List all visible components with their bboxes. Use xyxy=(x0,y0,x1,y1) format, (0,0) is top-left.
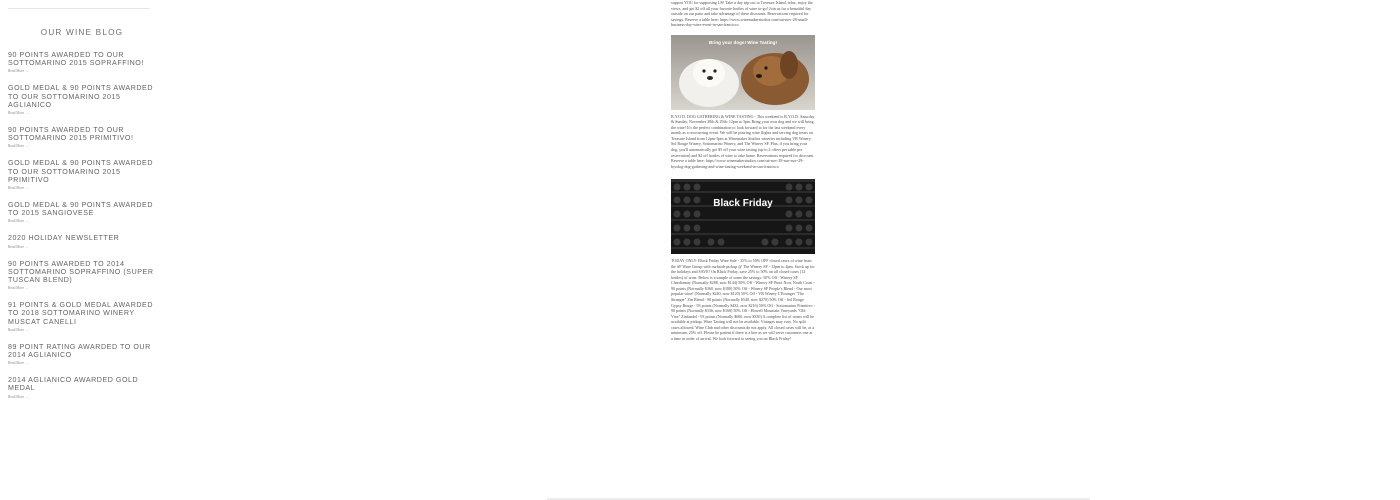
post-item xyxy=(8,376,156,399)
read-more-link[interactable]: Read More → xyxy=(8,144,29,149)
post-paragraph: support YOU for supporting US! Take a day trip out to Treasure Island, relax, enjoy the views, and get $2 off all your favorite bottles of wine to-go! Join us for a beautiful day outside on our patio and take advantage of these discounts. Reservations required for savings. Reserve a table here: https://www.winemakerstudios.com/sat-nov-28-small-business-day-wine-event-in-san-francisco xyxy=(671,0,813,28)
post-title-link[interactable]: 90 POINTS AWARDED TO 2014 SOTTOMARINO SOPRАFFINO (SUPER TUSCAN BLEND) xyxy=(8,259,154,285)
top-divider xyxy=(8,8,150,9)
read-more-link[interactable]: Read More → xyxy=(8,186,29,191)
post-item xyxy=(8,234,156,249)
dog-photo-caption: Bring your dogs! Wine Tasting! xyxy=(708,39,778,45)
blog-sidebar xyxy=(8,28,156,400)
read-more-link[interactable]: Read More → xyxy=(8,111,29,116)
post-title-link[interactable]: 2020 HOLIDAY NEWSLETTER xyxy=(8,234,120,243)
read-more-link[interactable]: Read More → xyxy=(8,327,29,332)
post-item xyxy=(8,51,156,74)
post-item xyxy=(8,201,156,224)
blog-title: OUR WINE BLOG xyxy=(40,28,124,37)
post-title-link[interactable]: 91 POINTS & GOLD MEDAL AWARDED TO 2018 SOTTOMARINO WINERY MUSCAT CANELLI xyxy=(8,301,154,326)
post-item xyxy=(8,343,156,366)
post-title-link[interactable]: 89 POINT RATING AWARDED TO OUR 2014 AGLIANICO xyxy=(8,342,151,360)
post-title-link[interactable]: GOLD MEDAL & 90 POINTS AWARDED TO OUR SOTTOMARINO 2015 PRIMITIVO xyxy=(8,159,154,184)
read-more-link[interactable]: Read More → xyxy=(8,219,29,224)
post-paragraph: TODAY ONLY: Black Friday Wine Sale - 25% to 50% OFF closed cases of wine from the SF Wine Group with curbside pickup @ The Winery SF - 12pm to 4pm. Stock up for the holidays and SAVE! On Black Friday, save 25% to 50% on all closed cases (12 bottles) of wine. Below is a sample of some the savings: 50% Off - Winery SF Chardonnay (Normally $288, now $144) 50% Off - Winery SF Pinot Noir, North Coast - 90 points (Normally $360, now $180) 50% Off - Winery SF People's Blend - Our most popular wine! (Normally $240, now $120) 50% Off - VR Winery L'Etranger "The Stranger" Zin Blend - 90 points (Normally $540, now $270) 50% Off - Sol Rouge Gypsy Rouge - 93 points (Normally $432, now $216) 50% Off - Sottomarino Primitivo - 90 points (Normally $336, now $168) 50% Off - Howell Mountain Vineyards "Old Vine" Zinfandel - 93 points (Normally $660, now $330) A complete list of wines will be available at pickup. Wine Tasting will not be available. Vintages may vary. No split cases allowed. Wine Club and other discounts do not apply. All closed cases will be, at a minimum, 25% off. Please be patient if there is a line as we will serve customers one at a time in order of arrival. We look forward to seeing you on Black Friday! xyxy=(671,258,815,341)
post-title-link[interactable]: GOLD MEDAL & 90 POINTS AWARDED TO 2015 SANGIOVESE xyxy=(8,201,154,218)
read-more-link[interactable]: Read More → xyxy=(8,286,29,291)
post-item xyxy=(8,126,156,149)
post-item xyxy=(8,84,156,116)
read-more-link[interactable]: Read More → xyxy=(8,69,29,74)
dog-photo xyxy=(671,35,815,110)
post-title-link[interactable]: 2014 AGLIANICO AWARDED GOLD MEDAL xyxy=(8,376,139,393)
post-paragraph: B.Y.O.D. DOG GATHERING & WINE TASTING - This weekend is B.Y.O.D. Saturday & Sunday, November 28th & 29th: 12pm to 5pm Bring your own dog and we will bring the wine! It's the perfect combination to look forward to for the last weekend every month as a reoccurring event. We will be pouring wine flights and serving dog treats on Treasure Island from 12pm-5pm at Winemaker Studios wineries including VR Winery, Sol Rouge Winery, Sottomarino Winery, and The Winery SF. Plus, if you bring your dog, you'll automatically get $5 off your wine tasting (up to 2 offers per table per reservation) and $2 off bottles of wine to take home. Reservations required for discount. Reserve a table here: https://www.winemakerstudios.com/sat-nov-28-sun-nov-29-byodog-dog-gathering-and-wine-tasting-weekend-in-san-francisco xyxy=(671,113,815,169)
black-friday-caption: Black Friday xyxy=(713,198,773,210)
post-item xyxy=(8,301,156,333)
post-item xyxy=(8,260,156,292)
post-title-link[interactable]: GOLD MEDAL & 90 POINTS AWARDED TO OUR SOTTOMARINO 2015 AGLIANICO xyxy=(8,84,154,109)
post-item xyxy=(8,159,156,191)
post-title-link[interactable]: 90 POINTS AWARDED TO OUR SOTTOMARINO 2015 PRIMITIVO! xyxy=(8,126,134,143)
read-more-link[interactable]: Read More → xyxy=(8,244,29,249)
black-friday-photo xyxy=(671,179,815,254)
post-content xyxy=(671,0,815,341)
read-more-link[interactable]: Read More → xyxy=(8,394,29,399)
read-more-link[interactable]: Read More → xyxy=(8,361,29,366)
post-title-link[interactable]: 90 POINTS AWARDED TO OUR SOTTOMARINO 2015 SOPRAFFINO! xyxy=(8,51,144,68)
